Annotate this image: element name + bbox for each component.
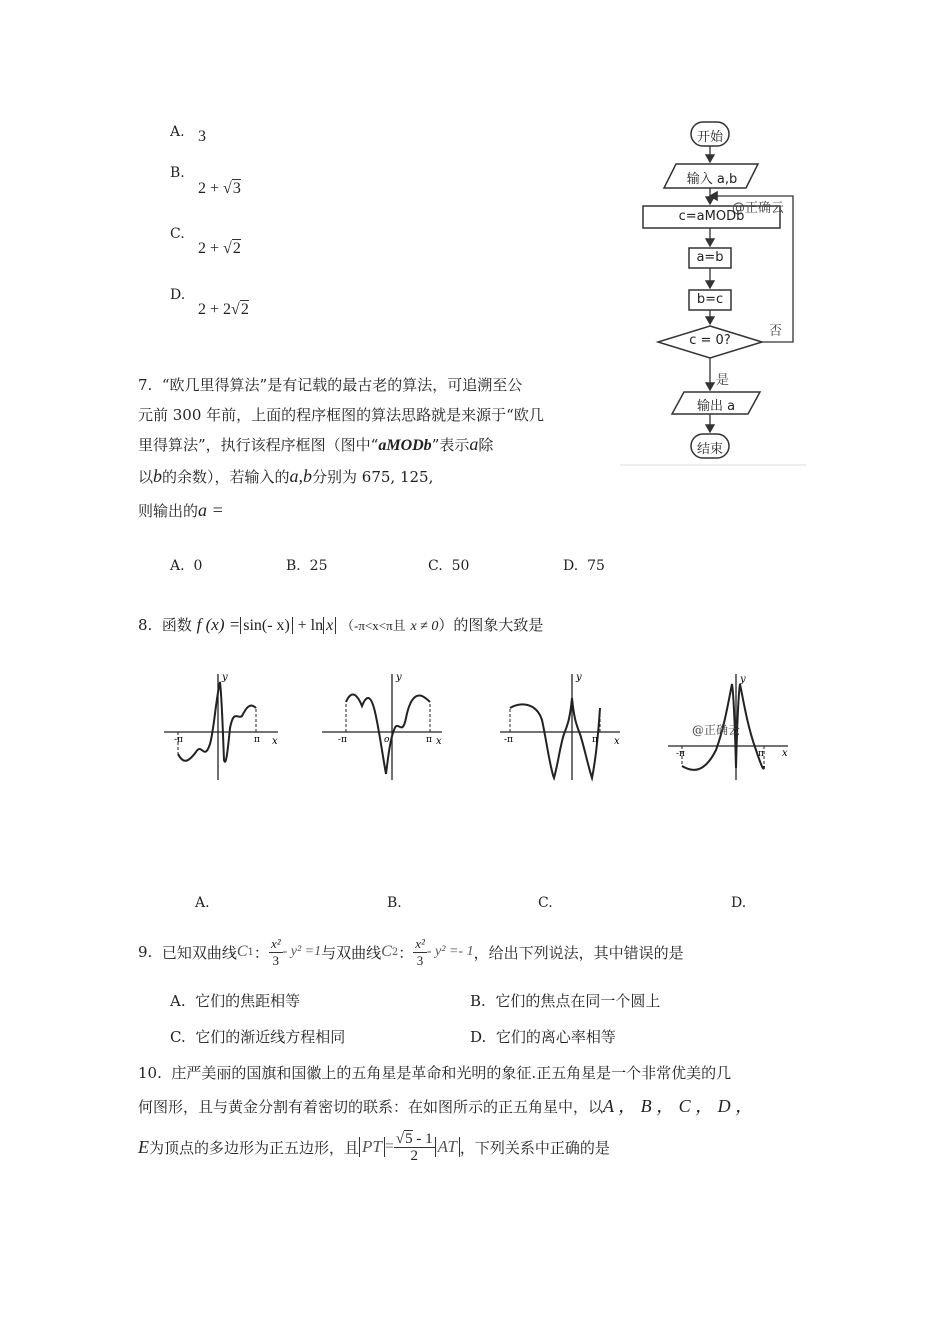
q9-text1: 已知双曲线 xyxy=(161,943,237,962)
q7-text-line4c: 分别为 675, 125, xyxy=(312,468,434,486)
q9-c1: C xyxy=(236,943,248,960)
q9-c1-sub: 1 xyxy=(247,946,254,958)
q7-line3 xyxy=(138,434,493,455)
q10-number: 10. xyxy=(138,1064,162,1082)
q8-graph-label-b: B. xyxy=(387,895,402,911)
q10-frac: $\frac{√5 - 1}{2}$ xyxy=(395,1130,433,1164)
q8-graph-d-watermark: @正确云 xyxy=(692,723,741,737)
q8-graph-b-pi: π xyxy=(426,735,432,745)
q10-abs-at: AT xyxy=(435,1137,460,1157)
q7-vars-ab: a,b xyxy=(289,466,313,486)
q9-text2: 与双曲线 xyxy=(321,943,382,962)
q7-line5 xyxy=(138,500,224,521)
q8-graph-b-y-label: y xyxy=(396,672,402,683)
q8-number: 8. xyxy=(138,616,153,634)
q9-mid1: - y² =1 xyxy=(282,944,322,959)
q10-text-line2: 何图形，且与黄金分割有着密切的联系：在如图所示的正五角星中，以 xyxy=(138,1098,604,1116)
q8-graph-c-neg-pi: -π xyxy=(504,735,513,745)
q10-line3 xyxy=(138,1122,610,1172)
q9-option-c: C. 它们的渐近线方程相同 xyxy=(170,1028,346,1046)
flowchart-input: 输入 a,b xyxy=(686,172,738,187)
q7-text-line4a: 以 xyxy=(138,468,154,486)
q6-option-c-value: 2 + √2 xyxy=(198,240,241,257)
q8-graph-d-x-label: x xyxy=(782,748,788,759)
q7-text-line3b: ”表示 xyxy=(431,436,470,454)
q8-graph-c xyxy=(496,668,626,786)
q8-graph-c-y-label: y xyxy=(576,672,582,683)
q7-var-a: a xyxy=(469,434,479,454)
flowchart-step3: b=c xyxy=(696,292,724,307)
q8-domain-open: （ xyxy=(341,619,355,634)
q9-colon2: ： xyxy=(398,943,414,962)
flowchart xyxy=(620,112,810,468)
flowchart-yes-label: 是 xyxy=(716,373,730,388)
q8-graph-c-pi: π xyxy=(592,735,598,745)
q9-mid2: - y² =- 1 xyxy=(426,944,474,959)
q9-option-b: B. 它们的焦点在同一个圆上 xyxy=(470,992,661,1010)
q6-option-a-value: 3 xyxy=(198,128,206,145)
q9-text3: ，给出下列说法，其中错误的是 xyxy=(473,943,684,962)
q9-stem xyxy=(138,930,684,974)
q7-text-line1: “欧几里得算法”是有记载的最古老的算法，可追溯至公 xyxy=(161,376,523,394)
q7-option-b: B. 25 xyxy=(286,558,328,574)
q8-graph-d xyxy=(664,668,794,786)
q8-domain: -π<x<π xyxy=(354,618,393,633)
q10-line2 xyxy=(138,1092,753,1118)
q7-text-line3c: 除 xyxy=(478,436,494,454)
q10-text-line3: 为顶点的多边形为正五边形，且 xyxy=(149,1138,360,1157)
q7-option-d: D. 75 xyxy=(563,558,605,574)
q8-plus-ln: + ln xyxy=(297,617,324,634)
flowchart-watermark: @正确云 xyxy=(732,201,785,216)
q6-option-d-value: 2 + 2√2 xyxy=(198,301,249,318)
q8-graph-b-origin: o xyxy=(384,735,390,745)
q8-graph-d-pi: π xyxy=(758,749,764,759)
q8-abs-x: x xyxy=(323,617,336,634)
q8-graph-a xyxy=(160,668,285,786)
flowchart-connectors xyxy=(620,112,810,468)
flowchart-step1: c=aMODb xyxy=(678,209,745,224)
q6-option-d-label: D. xyxy=(170,287,186,303)
flowchart-start: 开始 xyxy=(696,130,723,145)
q6-option-b-value: 2 + √3 xyxy=(198,180,241,197)
q8-graph-b xyxy=(318,668,448,786)
q10-points: A ， B ， C ， D ， xyxy=(603,1096,754,1116)
q9-option-a: A. 它们的焦距相等 xyxy=(170,992,301,1010)
q7-option-c: C. 50 xyxy=(428,558,470,574)
q9-colon1: ： xyxy=(253,943,269,962)
q10-text-line1: 庄严美丽的国旗和国徽上的五角星是革命和光明的象征.正五角星是一个非常优美的几 xyxy=(171,1064,732,1082)
q7-number: 7. xyxy=(138,376,153,394)
q8-graph-b-neg-pi: -π xyxy=(338,735,347,745)
q7-text-line3a: 里得算法”，执行该程序框图（图中“ xyxy=(138,436,379,454)
q10-text-line3-end: ，下列关系中正确的是 xyxy=(459,1138,610,1157)
q6-option-a-label: A. xyxy=(170,124,185,140)
flowchart-end: 结束 xyxy=(696,442,723,457)
q8-graph-a-x-label: x xyxy=(272,736,278,747)
q8-graph-b-x-label: x xyxy=(436,736,442,747)
q9-number: 9. xyxy=(138,943,153,961)
q8-graph-a-neg-pi: -π xyxy=(174,735,183,745)
q6-option-b-label: B. xyxy=(170,165,185,181)
q8-abs-sin: sin(- x) xyxy=(240,617,293,634)
q9-c2: C xyxy=(381,943,392,960)
q8-prefix: 函数 xyxy=(161,616,192,634)
flowchart-step2: a=b xyxy=(696,250,724,265)
q9-frac1: $\frac{\text{x²}}{3}$ xyxy=(270,935,281,968)
q8-graph-d-y-label: y xyxy=(740,674,746,685)
flowchart-output: 输出 a xyxy=(696,399,736,414)
q8-stem xyxy=(138,614,543,635)
q7-text-line5: 则输出的 xyxy=(138,502,199,520)
q8-suffix: ）的图象大致是 xyxy=(438,616,544,634)
q9-option-d: D. 它们的离心率相等 xyxy=(470,1028,616,1046)
q7-text-line2: 元前 300 年前，上面的程序框图的算法思路就是来源于“欧几 xyxy=(138,406,544,424)
q9-frac2: $\frac{\text{x²}}{3}$ xyxy=(415,935,425,968)
flowchart-no-label: 否 xyxy=(769,324,783,339)
q7-line1 xyxy=(138,374,522,395)
q7-output-a: a = xyxy=(198,500,224,520)
q8-domain-and: 且 xyxy=(392,619,406,634)
q7-amodb: aMODb xyxy=(378,437,432,454)
q7-line4 xyxy=(138,466,433,487)
q10-line1 xyxy=(138,1062,731,1083)
q8-graph-label-a: A. xyxy=(195,895,210,911)
q7-text-line4b: 的余数），若输入的 xyxy=(162,468,290,486)
q10-equals: = xyxy=(384,1138,394,1155)
q8-graph-c-x-label: x xyxy=(614,736,620,747)
q8-graph-label-c: C. xyxy=(538,895,553,911)
flowchart-decision: c = 0? xyxy=(689,333,731,348)
q8-domain-cond: x ≠ 0 xyxy=(410,619,439,634)
q8-graph-a-y-label: y xyxy=(222,672,228,683)
q8-graph-a-pi: π xyxy=(254,735,260,745)
q7-var-b: b xyxy=(153,466,163,486)
q10-var-e: E xyxy=(138,1136,149,1157)
q8-graph-label-d: D. xyxy=(731,895,747,911)
q9-c2-sub: 2 xyxy=(391,946,399,958)
q8-function-name: f (x) = xyxy=(196,615,241,634)
q10-abs-pt: PT xyxy=(359,1137,385,1157)
q8-graph-d-neg-pi: -π xyxy=(676,749,685,759)
q7-option-a: A. 0 xyxy=(170,558,203,574)
q6-option-c-label: C. xyxy=(170,226,185,242)
